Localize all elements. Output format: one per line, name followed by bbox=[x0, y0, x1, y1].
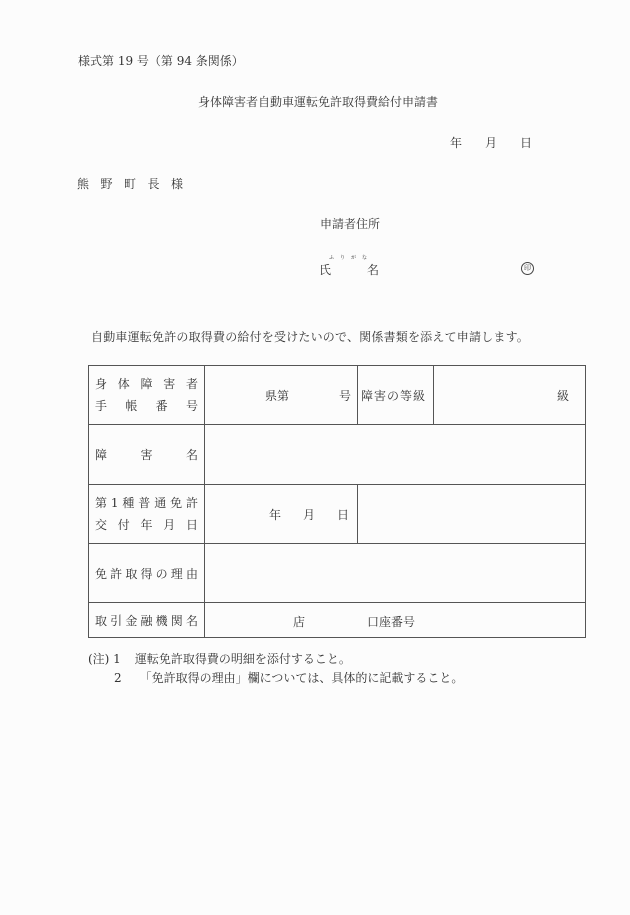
label-disability-name: 障 害 名 bbox=[89, 425, 205, 485]
branch-label: 店 bbox=[293, 615, 306, 629]
date-month: 月 bbox=[484, 136, 497, 150]
note-2: 2 「免許取得の理由」欄については、具体的に記載すること。 bbox=[114, 671, 464, 685]
applicant-name-label-1: 氏 bbox=[319, 263, 332, 277]
label-handbook-number: 身 体 障 害 者 手 帳 番 号 bbox=[89, 366, 205, 425]
bank-field[interactable] bbox=[205, 603, 586, 638]
applicant-name-label-2: 名 bbox=[367, 263, 380, 277]
row-handbook-number bbox=[89, 366, 586, 425]
furigana: ふりがな bbox=[329, 255, 374, 261]
label-bank: 取 引 金 融 機 関 名 bbox=[89, 603, 205, 638]
row-bank bbox=[89, 603, 586, 638]
date-line bbox=[450, 134, 532, 151]
handbook-number-field[interactable]: 県第 号 bbox=[205, 366, 358, 425]
addressee: 熊 野 町 長 様 bbox=[77, 177, 183, 191]
applicant-address-label: 申請者住所 bbox=[320, 217, 381, 231]
label-disability-grade: 障害の等級 bbox=[358, 366, 434, 425]
label-license-reason: 免 許 取 得 の 理 由 bbox=[89, 544, 205, 603]
application-table bbox=[88, 365, 586, 638]
label-license-date: 第 1 種 普 通 免 許 交 付 年 月 日 bbox=[89, 485, 205, 544]
license-date-field[interactable]: 年 月 日 bbox=[205, 485, 358, 544]
note-1: (注) 1 運転免許取得費の明細を添付すること。 bbox=[88, 652, 351, 666]
account-number-label: 口座番号 bbox=[367, 615, 416, 629]
row-license-date bbox=[89, 485, 586, 544]
form-number: 様式第 19 号（第 94 条関係） bbox=[78, 54, 244, 68]
license-reason-field[interactable] bbox=[205, 544, 586, 603]
date-day: 日 bbox=[519, 136, 532, 150]
statement: 自動車運転免許の取得費の給付を受けたいので、関係書類を添えて申請します。 bbox=[91, 330, 530, 344]
row-disability-name bbox=[89, 425, 586, 485]
row-license-reason bbox=[89, 544, 586, 603]
disability-grade-field[interactable]: 級 bbox=[434, 366, 586, 425]
date-year: 年 bbox=[450, 136, 463, 150]
seal-mark-icon: 印 bbox=[521, 262, 534, 275]
license-date-extra-field[interactable] bbox=[358, 485, 586, 544]
disability-name-field[interactable] bbox=[205, 425, 586, 485]
document-title: 身体障害者自動車運転免許取得費給付申請書 bbox=[198, 95, 439, 109]
